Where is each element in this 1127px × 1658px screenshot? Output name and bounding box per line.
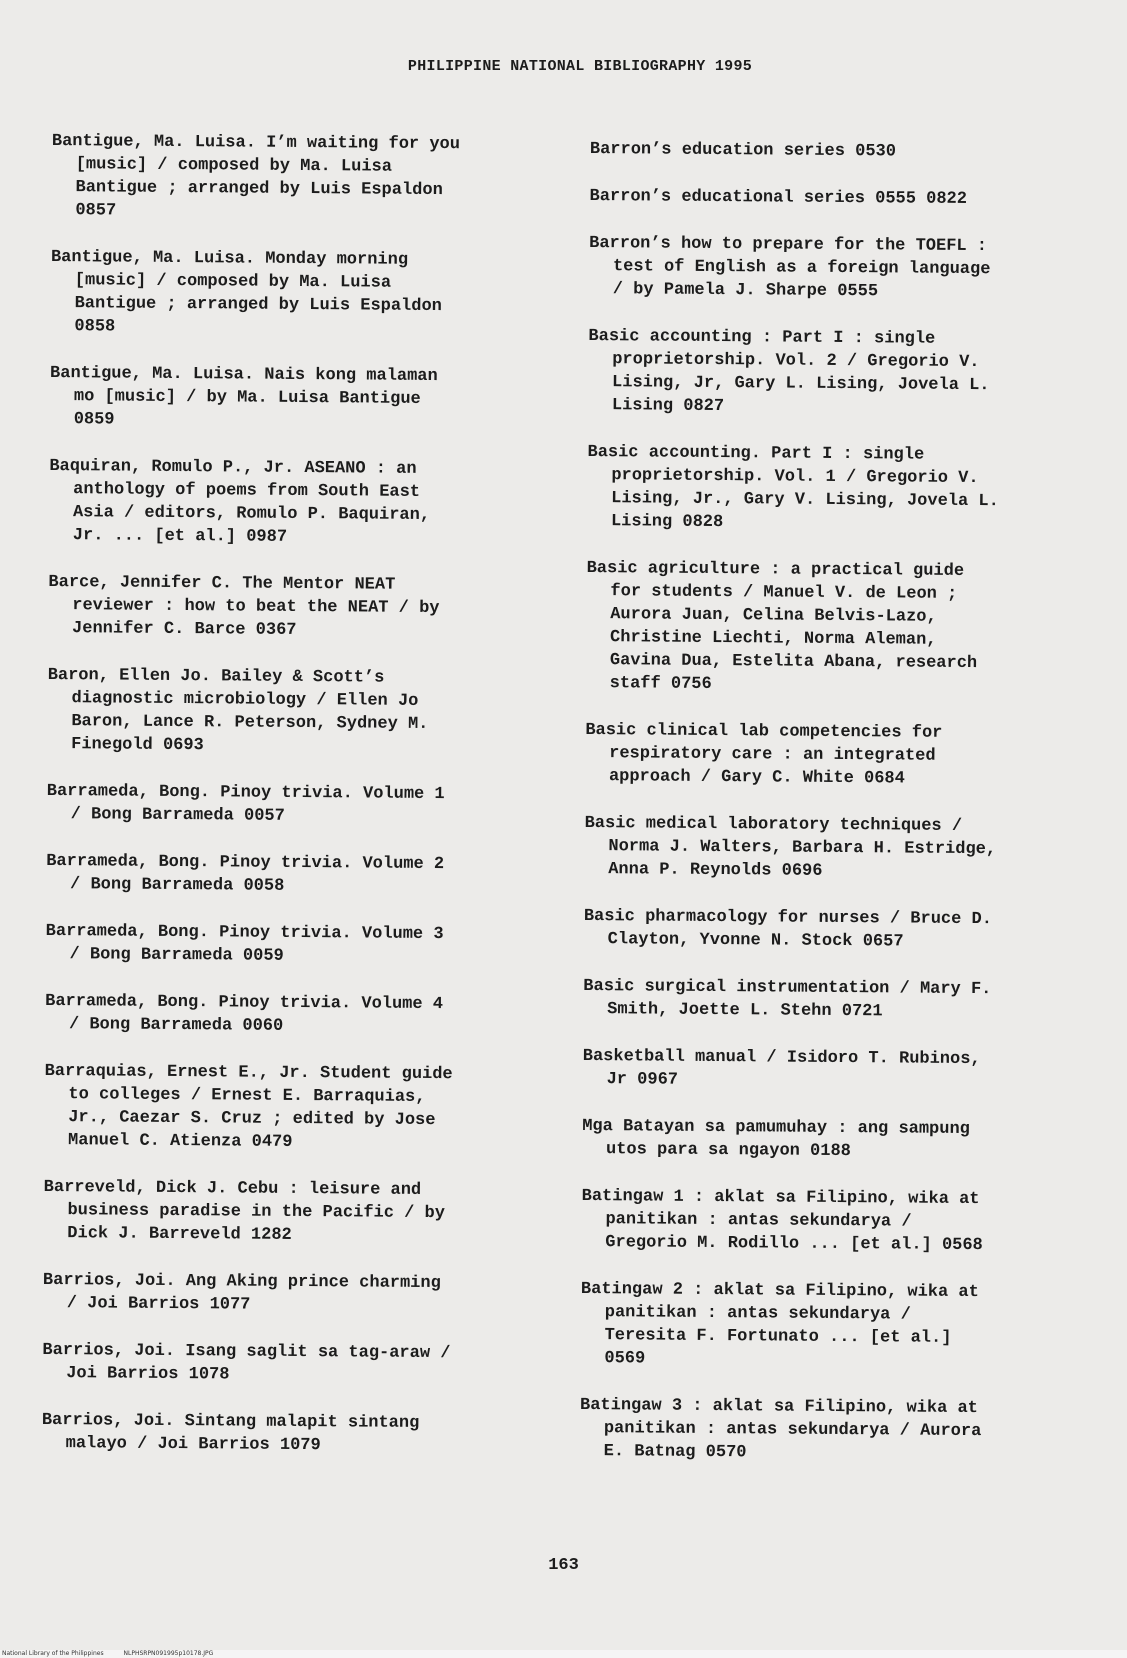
- bibliography-entry: Barreveld, Dick J. Cebu : leisure and business paradise in the Pacific / by Dick J. Barreveld 1282: [43, 1177, 446, 1245]
- bibliography-entry: Barrameda, Bong. Pinoy trivia. Volume 4 / Bong Barrameda 0060: [45, 991, 444, 1036]
- bibliography-entry: Barraquias, Ernest E., Jr. Student guide to colleges / Ernest E. Barraquias, Jr., Caezar S. Cruz ; edited by Jose Manuel C. Atienza 0479: [44, 1061, 453, 1152]
- bibliography-entry: Basic accounting : Part I : single proprietorship. Vol. 2 / Gregorio V. Lising, Jr, Gary L. Lising, Jovela L. Lising 0827: [588, 326, 990, 417]
- bibliography-entry: Mga Batayan sa pamumuhay : ang sampung utos para sa ngayon 0188: [582, 1116, 970, 1162]
- footer-file-name: NLPHSRPN091995p10178.JPG: [123, 1650, 214, 1657]
- bibliography-entry: Barrios, Joi. Ang Aking prince charming / Joi Barrios 1077: [42, 1270, 441, 1315]
- bibliography-entry: Barce, Jennifer C. The Mentor NEAT reviewer : how to beat the NEAT / by Jennifer C. Barce 0367: [48, 572, 440, 640]
- bibliography-entry: Barron’s educational series 0555 0822: [589, 186, 968, 209]
- bibliography-entry: Basic pharmacology for nurses / Bruce D. Clayton, Yvonne N. Stock 0657: [583, 906, 993, 952]
- bibliography-entry: Barrios, Joi. Isang saglit sa tag-araw / Joi Barrios 1078: [42, 1340, 451, 1385]
- bibliography-entry: Basic medical laboratory techniques / Norma J. Walters, Barbara H. Estridge, Anna P. Reynolds 0696: [584, 813, 997, 881]
- bibliography-entry: Bantigue, Ma. Luisa. I’m waiting for you [music] / composed by Ma. Luisa Bantigue ; arranged by Luis Espaldon 0857: [51, 131, 461, 221]
- left-column: [41, 130, 552, 1483]
- bibliography-entry: Basic clinical lab competencies for respiratory care : an integrated approach / Gary C. White 0684: [585, 720, 943, 789]
- bibliography-entry: Barrios, Joi. Sintang malapit sintang malayo / Joi Barrios 1079: [41, 1410, 420, 1456]
- bibliography-entry: Basketball manual / Isidoro T. Rubinos, Jr 0967: [582, 1046, 981, 1090]
- bibliography-entry: Basic agriculture : a practical guide for students / Manuel V. de Leon ; Aurora Juan, Celina Belvis-Lazo, Christine Liechti, Norma Aleman, Gavina Dua, Estelita Abana, research staff 0756: [586, 558, 978, 694]
- scan-footer: [0, 1650, 1127, 1658]
- bibliography-entry: Bantigue, Ma. Luisa. Nais kong malaman mo [music] / by Ma. Luisa Bantigue 0859: [50, 363, 438, 430]
- footer-library: National Library of the Philippines: [2, 1650, 104, 1657]
- bibliography-entry: Baquiran, Romulo P., Jr. ASEANO : an anthology of poems from South East Asia / editors, Romulo P. Baquiran, Jr. ... [et al.] 0987: [49, 456, 431, 547]
- bibliography-entry: Barron’s education series 0530: [589, 139, 897, 162]
- bibliography-entry: Barrameda, Bong. Pinoy trivia. Volume 3 / Bong Barrameda 0059: [45, 921, 444, 966]
- bibliography-entry: Barrameda, Bong. Pinoy trivia. Volume 2 / Bong Barrameda 0058: [46, 851, 445, 896]
- bibliography-entry: Barron’s how to prepare for the TOEFL : test of English as a foreign language / by Pamela J. Sharpe 0555: [589, 233, 991, 302]
- right-column: [579, 138, 1090, 1491]
- bibliography-entry: Bantigue, Ma. Luisa. Monday morning [music] / composed by Ma. Luisa Bantigue ; arranged by Luis Espaldon 0858: [50, 247, 442, 337]
- bibliography-entry: Basic surgical instrumentation / Mary F. Smith, Joette L. Stehn 0721: [583, 976, 992, 1022]
- page-number: 163: [548, 1556, 579, 1575]
- bibliography-entry: Baron, Ellen Jo. Bailey & Scott’s diagnostic microbiology / Ellen Jo Baron, Lance R. Peterson, Sydney M. Finegold 0693: [47, 665, 429, 756]
- bibliography-entry: Barrameda, Bong. Pinoy trivia. Volume 1 / Bong Barrameda 0057: [46, 781, 445, 826]
- bibliography-entry: Batingaw 2 : aklat sa Filipino, wika at panitikan : antas sekundarya / Teresita F. Fortunato ... [et al.] 0569: [580, 1279, 979, 1369]
- bibliography-entry: Batingaw 3 : aklat sa Filipino, wika at panitikan : antas sekundarya / Aurora E. Batnag 0570: [579, 1395, 982, 1463]
- page-title: PHILIPPINE NATIONAL BIBLIOGRAPHY 1995: [407, 58, 753, 75]
- bibliography-entry: Batingaw 1 : aklat sa Filipino, wika at panitikan : antas sekundarya / Gregorio M. Rodillo ... [et al.] 0568: [581, 1186, 983, 1256]
- bibliography-entry: Basic accounting. Part I : single proprietorship. Vol. 1 / Gregorio V. Lising, Jr., Gary V. Lising, Jovela L. Lising 0828: [587, 442, 999, 533]
